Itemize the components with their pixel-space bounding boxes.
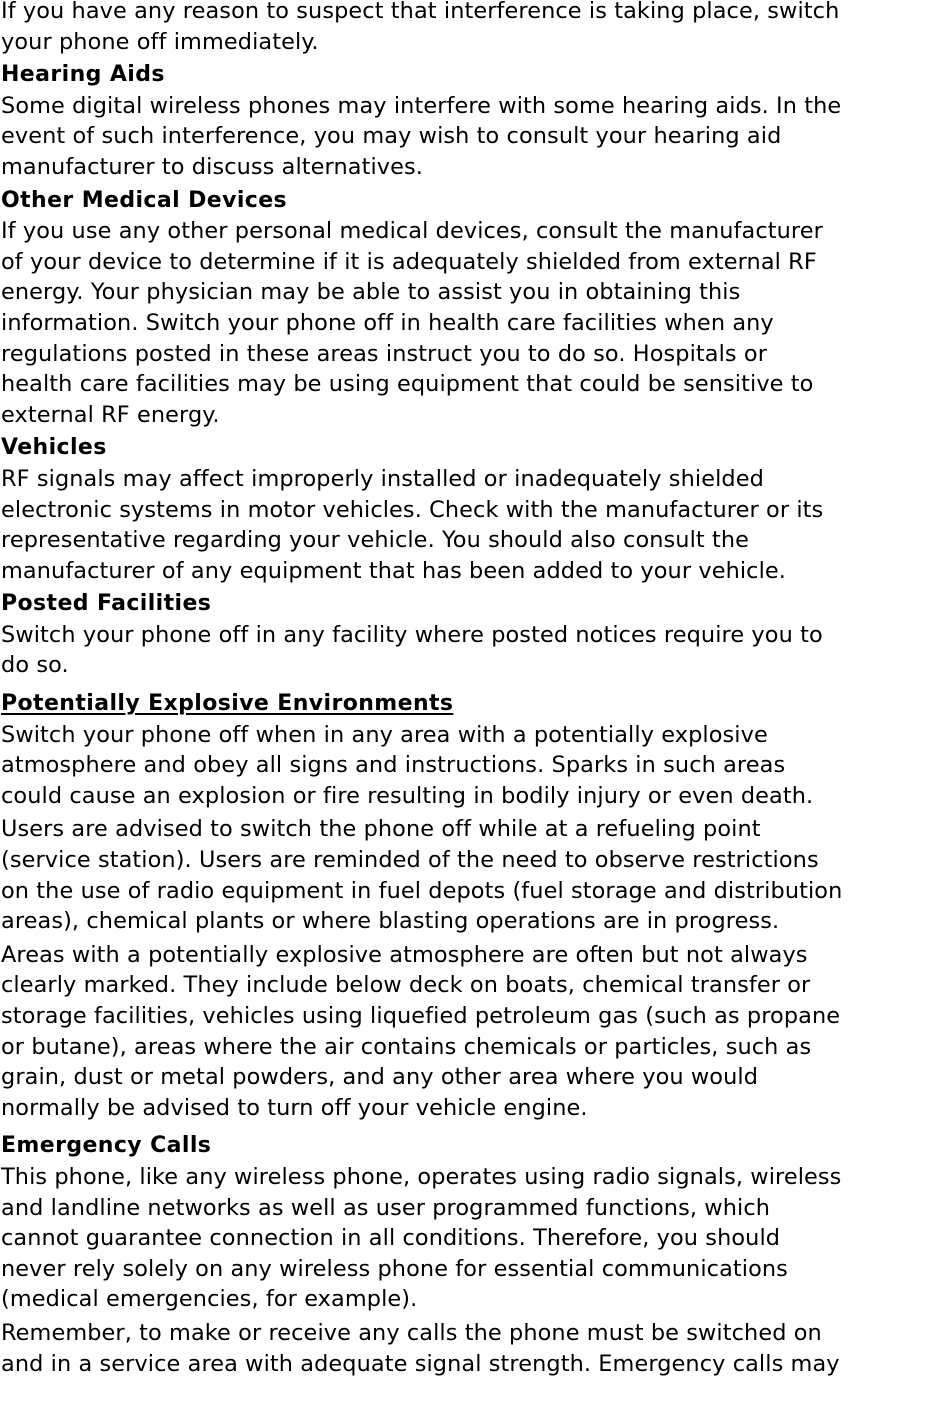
paragraph-emergency-1: This phone, like any wireless phone, operates using radio signals, wireless and landline networks as well as user programmed functions, which cannot guarantee connection in all conditions. Therefore, you should never rely solely on any wireless phone for essential communications (medical emergencies, for example). xyxy=(1,1163,842,1313)
paragraph-vehicles: RF signals may affect improperly installed or inadequately shielded electronic systems in motor vehicles. Check with the manufacturer or its representative regarding your vehicle. You should also consult the manufacturer of any equipment that has been added to your vehicle. xyxy=(1,465,824,584)
paragraph-explosive-1: Switch your phone off when in any area with a potentially explosive atmosphere and obey all signs and instructions. Sparks in such areas could cause an explosion or fire resulting in bodily injury or even death. xyxy=(1,721,814,809)
paragraph-other-medical-devices: If you use any other personal medical devices, consult the manufacturer of your device to determine if it is adequately shielded from external RF energy. Your physician may be able to assist you in obtaining this information. Switch your phone off in health care facilities when any regulations posted in these areas instruct you to do so. Hospitals or health care facilities may be using equipment that could be sensitive to external RF energy. xyxy=(1,218,823,428)
heading-hearing-aids: Hearing Aids xyxy=(1,62,165,88)
paragraph-posted-facilities: Switch your phone off in any facility where posted notices require you to do so. xyxy=(1,621,823,679)
paragraph-explosive-2: Users are advised to switch the phone off while at a refueling point (service station). Users are reminded of the need to observe restrictions on the use of radio equipment in fuel depots (fuel storage and distribution areas), chemical plants or where blasting operations are in progress. xyxy=(1,816,843,935)
heading-vehicles: Vehicles xyxy=(1,435,107,461)
paragraph-emergency-2: Remember, to make or receive any calls the phone must be switched on and in a service area with adequate signal strength. Emergency calls may xyxy=(1,1319,840,1377)
heading-emergency-calls: Emergency Calls xyxy=(1,1133,212,1159)
paragraph-intro: If you have any reason to suspect that interference is taking place, switch your phone off immediately. xyxy=(1,0,840,55)
heading-other-medical-devices: Other Medical Devices xyxy=(1,187,288,213)
paragraph-explosive-3: Areas with a potentially explosive atmosphere are often but not always clearly marked. They include below deck on boats, chemical transfer or storage facilities, vehicles using liquefied petroleum gas (such as propane or butane), areas where the air contains chemicals or particles, such as grain, dust or metal powders, and any other area where you would normally be advised to turn off your vehicle engine. xyxy=(1,941,841,1121)
heading-posted-facilities: Posted Facilities xyxy=(1,591,212,617)
document-page xyxy=(1,0,938,1379)
heading-potentially-explosive-environments: Potentially Explosive Environments xyxy=(1,691,454,717)
paragraph-hearing-aids: Some digital wireless phones may interfere with some hearing aids. In the event of such interference, you may wish to consult your hearing aid manufacturer to discuss alternatives. xyxy=(1,92,842,180)
